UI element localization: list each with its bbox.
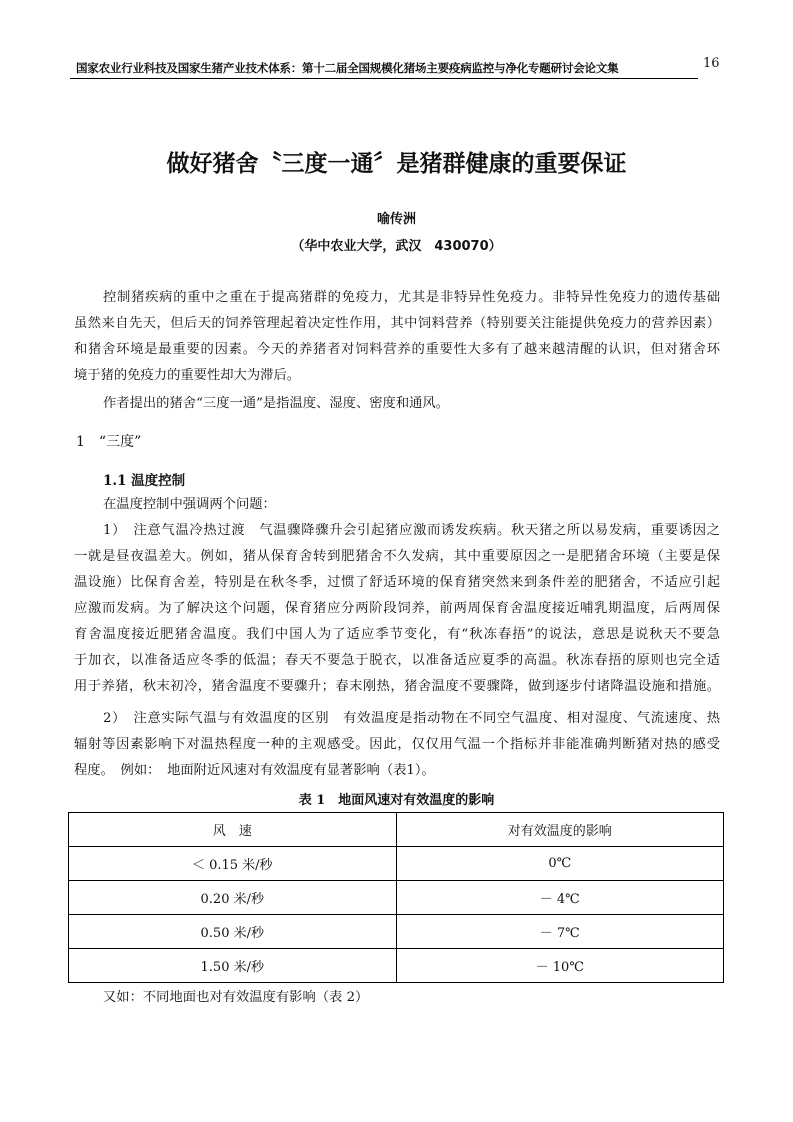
body-line: 一就是昼夜温差大。例如，猪从保育舍转到肥猪舍不久发病，其中重要原因之一是肥猪舍环境（主要是保 bbox=[74, 549, 720, 564]
table-cell: 0.20 米/秒 bbox=[69, 881, 397, 915]
table-header-row bbox=[69, 813, 724, 847]
intro-line: 作者提出的猪舍“三度一通”是指温度、湿度、密度和通风。 bbox=[103, 396, 450, 411]
subsection-heading: 1.1 温度控制 bbox=[103, 473, 186, 489]
table-cell: 0℃ bbox=[396, 847, 724, 881]
body-line: 1） 注意气温冷热过渡 气温骤降骤升会引起猪应激而诱发疾病。秋天猪之所以易发病，重要诱因之 bbox=[103, 523, 720, 538]
body-line: 育舍温度接近肥猪舍温度。我们中国人为了适应季节变化，有“秋冻春捂”的说法，意思是说秋天不要急 bbox=[74, 627, 720, 642]
wind-speed-table bbox=[68, 812, 724, 983]
body-line: 温设施）比保育舍差，特别是在秋冬季，过惯了舒适环境的保育猪突然来到条件差的肥猪舍，不适应引起 bbox=[74, 575, 720, 590]
body-line: 在温度控制中强调两个问题： bbox=[103, 497, 276, 512]
body-line: 又如：不同地面也对有效温度有影响（表 2） bbox=[103, 990, 369, 1005]
body-line: 于加衣，以准备适应冬季的低温；春天不要急于脱衣，以准备适应夏季的高温。秋冻春捂的原则也完全适 bbox=[74, 653, 720, 668]
table-cell: ＜ 0.15 米/秒 bbox=[69, 847, 397, 881]
body-line: 用于养猪，秋末初冷，猪舍温度不要骤升；春末刚热，猪舍温度不要骤降，做到逐步付诸降温设施和措施。 bbox=[74, 679, 720, 694]
table-row bbox=[69, 915, 724, 949]
header-rule bbox=[70, 78, 698, 79]
page-number: 16 bbox=[703, 56, 720, 71]
table-cell: 0.50 米/秒 bbox=[69, 915, 397, 949]
table-row bbox=[69, 949, 724, 983]
table-cell: － 10℃ bbox=[396, 949, 724, 983]
running-header: 国家农业行业科技及国家生猪产业技术体系：第十二届全国规模化猪场主要疫病监控与净化专题研讨会论文集 bbox=[76, 61, 619, 75]
intro-line: 境于猪的免疫力的重要性却大为滞后。 bbox=[74, 368, 301, 383]
table-caption: 表 1 地面风速对有效温度的影响 bbox=[298, 793, 495, 808]
table-row bbox=[69, 881, 724, 915]
table-cell: － 4℃ bbox=[396, 881, 724, 915]
table-header: 对有效温度的影响 bbox=[396, 813, 724, 847]
body-line: 2） 注意实际气温与有效温度的区别 有效温度是指动物在不同空气温度、相对湿度、气流速度、热 bbox=[103, 711, 720, 726]
table-cell: 1.50 米/秒 bbox=[69, 949, 397, 983]
table-header: 风 速 bbox=[69, 813, 397, 847]
intro-line: 控制猪疾病的重中之重在于提高猪群的免疫力，尤其是非特异性免疫力。非特异性免疫力的遗传基础 bbox=[103, 290, 720, 305]
intro-line: 虽然来自先天，但后天的饲养管理起着决定性作用，其中饲料营养（特别要关注能提供免疫力的营养因素） bbox=[74, 316, 720, 331]
body-line: 辐射等因素影响下对温热程度一种的主观感受。因此，仅仅用气温一个指标并非能准确判断猪对热的感受 bbox=[74, 737, 720, 752]
body-line: 应激而发病。为了解决这个问题，保育猪应分两阶段饲养，前两周保育舍温度接近哺乳期温度，后两周保 bbox=[74, 601, 720, 616]
table-cell: － 7℃ bbox=[396, 915, 724, 949]
author: 喻传洲 bbox=[376, 212, 416, 227]
section-heading: 1 “三度” bbox=[76, 434, 142, 450]
body-line: 程度。 例如： 地面附近风速对有效温度有显著影响（表1）。 bbox=[74, 763, 435, 778]
table-row bbox=[69, 847, 724, 881]
affiliation: （华中农业大学，武汉 430070） bbox=[291, 239, 502, 254]
intro-line: 和猪舍环境是最重要的因素。今天的养猪者对饲料营养的重要性大多有了越来越清醒的认识，但对猪舍环 bbox=[74, 342, 720, 357]
article-title: 做好猪舍〝三度一通〞是猪群健康的重要保证 bbox=[166, 151, 627, 177]
